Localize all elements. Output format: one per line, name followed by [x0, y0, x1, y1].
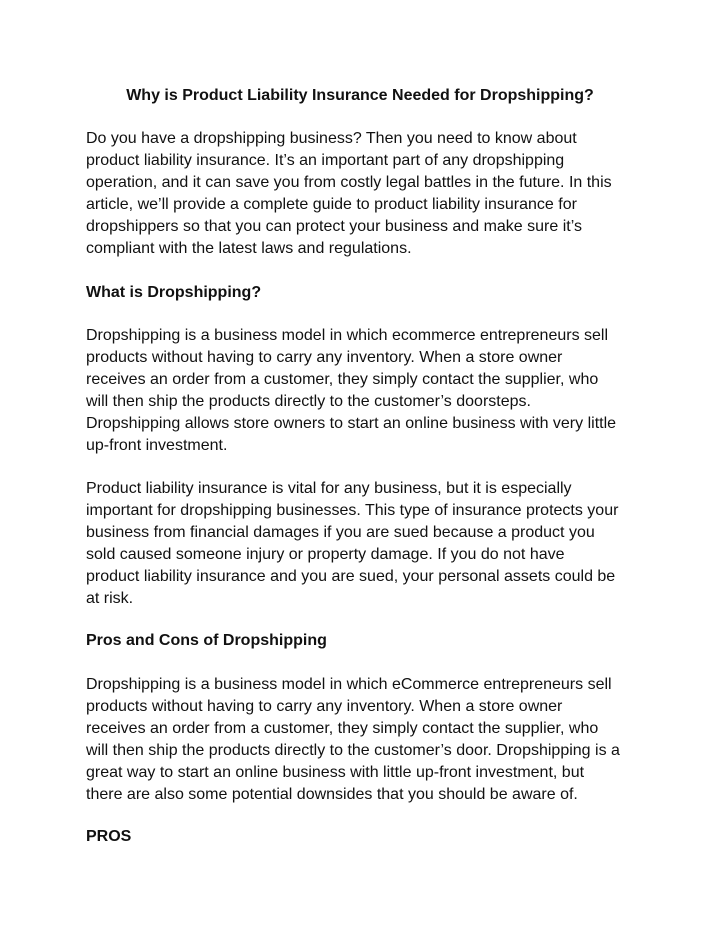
- paragraph-line: article, we’ll provide a complete guide to product liability insurance for: [86, 196, 577, 213]
- paragraph-line: operation, and it can save you from costly legal battles in the future. In this: [86, 174, 612, 191]
- paragraph-line: sold caused someone injury or property damage. If you do not have: [86, 546, 565, 563]
- section-heading-pros: PROS: [86, 828, 132, 845]
- paragraph-line: Product liability insurance is vital for any business, but it is especially: [86, 480, 572, 497]
- paragraph-line: compliant with the latest laws and regulations.: [86, 240, 412, 257]
- section-heading-what-is-dropshipping: What is Dropshipping?: [86, 284, 262, 301]
- paragraph-line: important for dropshipping businesses. This type of insurance protects your: [86, 502, 619, 519]
- paragraph-line: Do you have a dropshipping business? Then you need to know about: [86, 130, 577, 147]
- paragraph-line: there are also some potential downsides that you should be aware of.: [86, 786, 578, 803]
- paragraph-line: will then ship the products directly to the customer’s door. Dropshipping is a: [86, 742, 620, 759]
- paragraph-line: Dropshipping is a business model in which ecommerce entrepreneurs sell: [86, 327, 609, 344]
- paragraph-line: product liability insurance and you are sued, your personal assets could be: [86, 568, 616, 585]
- paragraph-line: receives an order from a customer, they simply contact the supplier, who: [86, 371, 599, 388]
- paragraph-line: product liability insurance. It’s an important part of any dropshipping: [86, 152, 565, 169]
- paragraph-line: products without having to carry any inventory. When a store owner: [86, 698, 563, 715]
- paragraph-line: products without having to carry any inventory. When a store owner: [86, 349, 563, 366]
- paragraph-line: receives an order from a customer, they simply contact the supplier, who: [86, 720, 599, 737]
- paragraph-line: at risk.: [86, 590, 134, 607]
- paragraph-line: Dropshipping allows store owners to start an online business with very little: [86, 415, 617, 432]
- paragraph-line: great way to start an online business with little up-front investment, but: [86, 764, 585, 781]
- paragraph-line: Dropshipping is a business model in which eCommerce entrepreneurs sell: [86, 676, 612, 693]
- section-heading-pros-and-cons: Pros and Cons of Dropshipping: [86, 632, 327, 649]
- paragraph-line: dropshippers so that you can protect your business and make sure it’s: [86, 218, 582, 235]
- document-title: Why is Product Liability Insurance Needed for Dropshipping?: [126, 87, 594, 104]
- paragraph-line: up-front investment.: [86, 437, 228, 454]
- paragraph-line: business from financial damages if you are sued because a product you: [86, 524, 595, 541]
- paragraph-line: will then ship the products directly to the customer’s doorsteps.: [86, 393, 531, 410]
